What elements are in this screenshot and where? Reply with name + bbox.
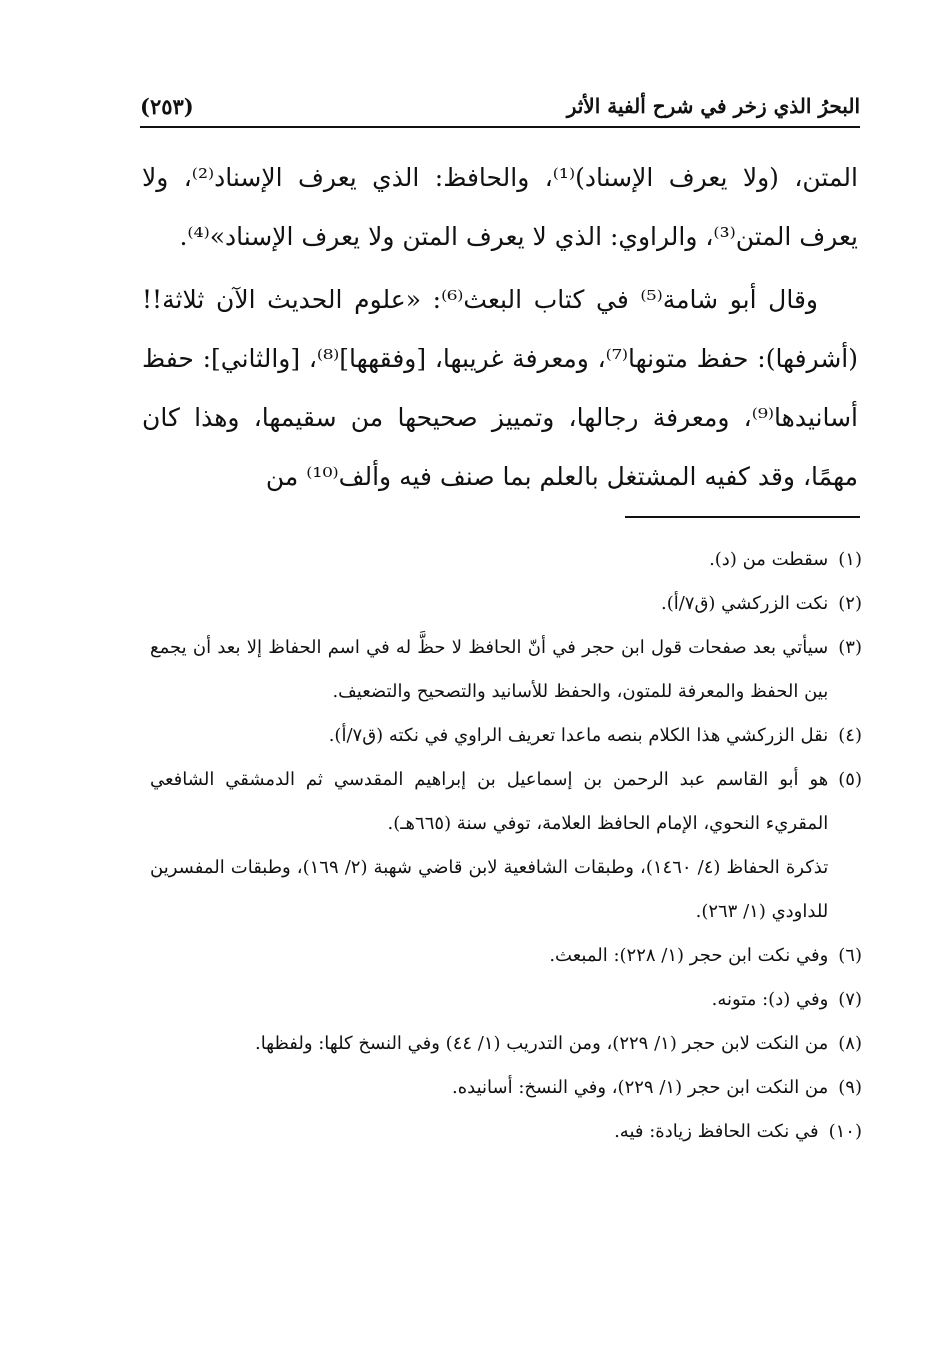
footnote [150,1066,862,1110]
footnote-number: (١) [838,549,862,570]
footnote [150,714,862,758]
body-paragraph: المتن، (ولا يعرف الإسناد)⁽¹⁾، والحافظ: الذي يعرف الإسناد⁽²⁾، ولا يعرف المتن⁽³⁾، والراوي: الذي لا يعرف المتن ولا يعرف الإسناد»⁽⁴⁾. [142,163,858,251]
footnote-line: تذكرة الحفاظ (٤/ ١٤٦٠)، وطبقات الشافعية لابن قاضي شهبة (٢/ ١٦٩)، وطبقات المفسرين للداودي (١/ ٢٦٣). [150,857,829,922]
footnotes-list [150,538,862,1154]
footnote [150,538,862,582]
footnote-number: (٦) [838,945,862,966]
footnote-text [150,1066,828,1110]
footnote-line: من النكت لابن حجر (١/ ٢٢٩)، ومن التدريب (١/ ٤٤) وفي النسخ كلها: ولفظها. [254,1033,829,1054]
footnote [150,626,862,714]
footnote-line: سقطت من (د). [709,549,829,570]
footnote-line: سيأتي بعد صفحات قول ابن حجر في أنّ الحافظ لا حظَّ له في اسم الحفاظ إلا بعد أن يجمع بين الحفظ والمعرفة للمتون، والحفظ للأسانيد والتصحيح والتضعيف. [150,637,829,702]
footnote-number: (٨) [838,1033,862,1054]
main-text [142,148,858,506]
footnote-text [150,934,828,978]
footnote [150,934,862,978]
footnote-number: (٣) [838,637,862,658]
footnote-line: نكت الزركشي (ق٧/أ). [660,593,829,614]
page-header [140,86,860,126]
footnote-text [150,714,828,758]
footnote [150,1110,862,1154]
footnote-text [150,1110,819,1154]
footnote-number: (٧) [838,989,862,1010]
footnote-line: وفي نكت ابن حجر (١/ ٢٢٨): المبعث. [549,945,829,966]
footnote-text [150,582,828,626]
footnote-separator [625,516,860,518]
body-paragraph: وقال أبو شامة⁽⁵⁾ في كتاب البعث⁽⁶⁾: «علوم الحديث الآن ثلاثة!! (أشرفها): حفظ متونها⁽⁷⁾، ومعرفة غريبها، [وفقهها]⁽⁸⁾، [والثاني]: حفظ أسانيدها⁽⁹⁾، ومعرفة رجالها، وتمييز صحيحها من سقيمها، وهذا كان مهمًا، وقد كفيه المشتغل بالعلم بما صنف فيه وألف⁽¹⁰⁾ من [142,285,858,491]
footnote-number: (٥) [838,769,862,790]
header-rule [140,126,860,128]
footnote-text [150,626,828,714]
footnote [150,1022,862,1066]
footnote-line: نقل الزركشي هذا الكلام بنصه ماعدا تعريف الراوي في نكته (ق٧/أ). [328,725,829,746]
footnote-text [150,758,828,934]
footnote [150,582,862,626]
page-number: (٢٥٣) [140,93,194,119]
footnote [150,978,862,1022]
footnote-text [150,538,828,582]
footnote-text [150,1022,828,1066]
footnote [150,758,862,934]
footnote-line: وفي (د): متونه. [711,989,829,1010]
footnote-line: من النكت ابن حجر (١/ ٢٢٩)، وفي النسخ: أسانيده. [452,1077,829,1098]
footnote-number: (٤) [838,725,862,746]
footnote-line: في نكت الحافظ زيادة: فيه. [614,1121,819,1142]
footnote-line: هو أبو القاسم عبد الرحمن بن إسماعيل بن إبراهيم المقدسي ثم الدمشقي الشافعي المقريء النحوي، الإمام الحافظ العلامة، توفي سنة (٦٦٥هـ). [150,769,829,834]
footnote-number: (٢) [838,593,862,614]
footnote-number: (٩) [838,1077,862,1098]
running-title: البحرُ الذي زخر في شرح ألفية الأثر [566,94,860,118]
footnote-text [150,978,828,1022]
footnote-number: (١٠) [828,1121,862,1142]
